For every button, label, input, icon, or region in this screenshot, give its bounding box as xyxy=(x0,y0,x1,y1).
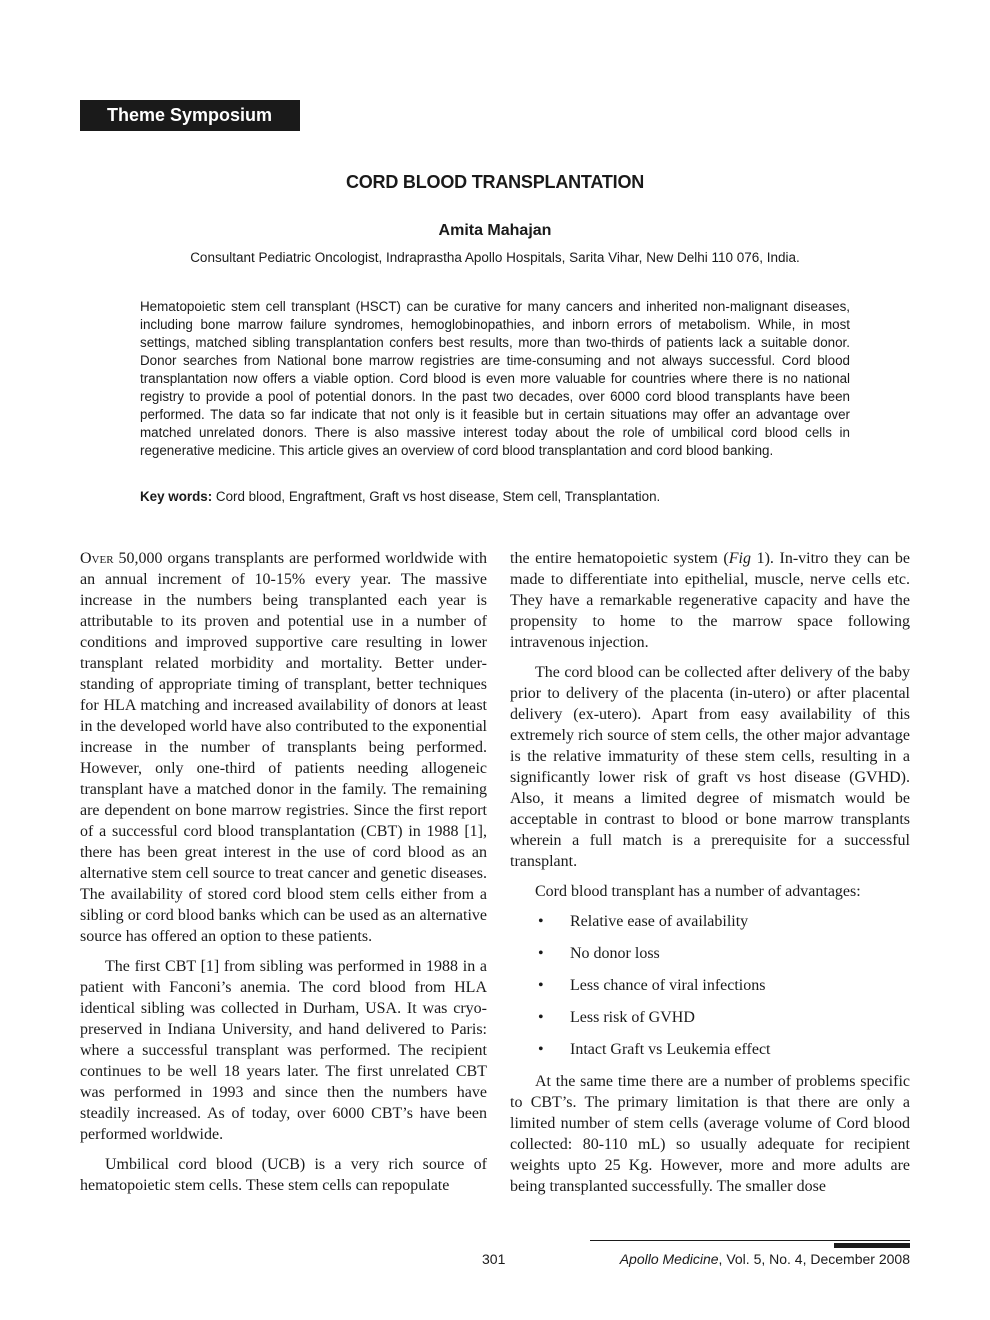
right-column xyxy=(510,548,910,1206)
body-paragraph: Cord blood transplant has a number of advantages: xyxy=(535,883,861,900)
article-title: CORD BLOOD TRANSPLANTATION xyxy=(345,172,645,192)
abstract: Hematopoietic stem cell transplant (HSCT) can be curative for many cancers and inherited non-malignant diseases, including bone marrow failure syndromes, hemoglobinopathies, and inborn errors of metabolism. While, in most settings, matched sibling transplantation confers best results, more than two-thirds of patients lack a suitable donor. Donor searches from National bone marrow registries are time-consuming and not always successful. Cord blood transplantation now offers a viable option. Cord blood is even more valuable for countries where there is no national registry to provide a pool of potential donors. In the past two decades, over 6000 cord blood transplants have been performed. The data so far indicate that not only is it feasible but in certain situations may offer an advantage over matched unrelated donors. There is also massive interest today about the role of umbilical cord blood cells in regenerative medicine. This article gives an overview of cord blood transplantation and cord blood banking. xyxy=(140,299,850,458)
bullet-icon: • xyxy=(538,1041,544,1058)
list-item: • No donor loss xyxy=(538,945,660,962)
section-tag: Theme Symposium xyxy=(80,100,300,131)
bullet-icon: • xyxy=(538,977,544,994)
advantages-list xyxy=(510,911,910,1060)
keywords-list: Cord blood, Engraftment, Graft vs host disease, Stem cell, Transplantation. xyxy=(215,489,661,504)
body-paragraph: the entire hematopoietic system (Fig 1). In-vitro they can be made to differentiate into epithelial, muscle, nerve cells etc. They have a remarkable regenerative capacity and have the propensity to home to the marrow space following intravenous injection. xyxy=(510,550,910,651)
body-paragraph: The first CBT [1] from sibling was performed in 1988 in a patient with Fanconi’s anemia. The cord blood from HLA identical sibling was collected in Durham, USA. It was cryo-preserved in Indiana University, and hand delivered to Paris: where a successful transplant was performed. The recipient continues to be well 18 years later. The first unrelated CBT was performed in 1993 and since then the numbers have steadily increased. As of today, over 6000 CBT’s have been performed worldwide. xyxy=(80,958,487,1143)
body-paragraph: Over 50,000 organs transplants are performed worldwide with an annual increment of 10-15% every year. The massive increase in the numbers being transplanted each year is attributable to its proven and potential use in a number of conditions and improved supportive care resulting in lower transplant related morbidity and mortality. Better under-standing of appropriate timing of transplant, better techniques for HLA matching and increased availability of donors at least in the developed world have also contributed to the exponential increase in the number of transplants being performed. However, only one-third of patients needing allogeneic transplant have a matched donor in the family. The remaining are dependent on bone marrow registries. Since the first report of a successful cord blood transplantation (CBT) in 1988 [1], there has been great interest in the use of cord blood as an alternative stem cell source to treat cancer and genetic diseases. The availability of stored cord blood stem cells either from a sibling or cord blood banks which can be used as an alternative source has offered an option to these patients. xyxy=(80,550,487,945)
bullet-icon: • xyxy=(538,945,544,962)
list-item: • Relative ease of availability xyxy=(538,913,749,930)
footer-accent-bar xyxy=(834,1243,910,1248)
author-name: Amita Mahajan xyxy=(438,222,552,239)
list-item: • Intact Graft vs Leukemia effect xyxy=(538,1041,771,1058)
footer-rule xyxy=(590,1240,910,1241)
page-number: 301 xyxy=(482,1251,506,1267)
lead-in-word: Over xyxy=(80,550,114,567)
journal-citation xyxy=(620,1251,910,1267)
body-paragraph: The cord blood can be collected after delivery of the baby prior to delivery of the placenta (in-utero) or after placental delivery (ex-utero). Apart from easy availability of this extremely rich source of stem cells, the other major advantage is the relative immaturity of these stem cells, resulting in a significantly lower risk of graft vs host disease (GVHD). Also, it means a limited degree of mismatch would be acceptable in contrast to blood or bone marrow transplants wherein a full match is a prerequisite for a successful transplant. xyxy=(510,664,910,870)
bullet-icon: • xyxy=(538,913,544,930)
left-column xyxy=(80,548,487,1205)
journal-name: Apollo Medicine xyxy=(619,1251,719,1267)
list-item: • Less chance of viral infections xyxy=(538,977,766,994)
body-paragraph: At the same time there are a number of problems specific to CBT’s. The primary limitation is that there are only a limited number of stem cells (average volume of Cord blood collected: 80-110 mL) so usually adequate for recipient weights upto 25 Kg. However, more and more adults are being transplanted successfully. The smaller dose xyxy=(510,1073,910,1195)
figure-reference: Fig xyxy=(728,550,751,567)
journal-issue: , Vol. 5, No. 4, December 2008 xyxy=(718,1251,910,1267)
list-item: • Less risk of GVHD xyxy=(538,1009,695,1026)
bullet-icon: • xyxy=(538,1009,544,1026)
author-affiliation: Consultant Pediatric Oncologist, Indraprastha Apollo Hospitals, Sarita Vihar, New Delhi 110 076, India. xyxy=(190,250,800,265)
body-paragraph: Umbilical cord blood (UCB) is a very rich source of hematopoietic stem cells. These stem cells can repopulate xyxy=(80,1156,487,1194)
keywords-label: Key words: xyxy=(140,489,213,504)
keywords xyxy=(140,488,850,506)
